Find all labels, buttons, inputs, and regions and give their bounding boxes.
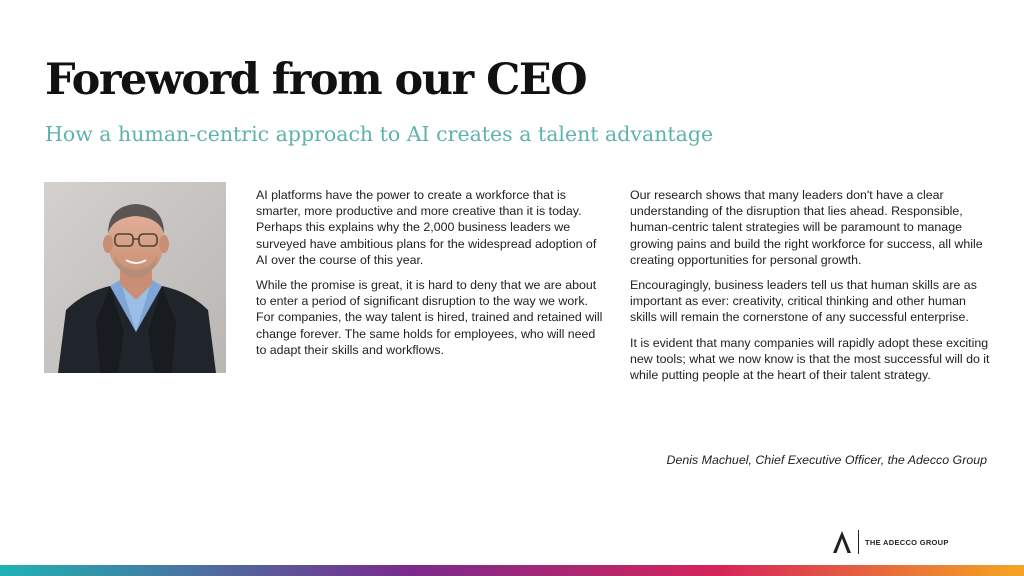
paragraph: Our research shows that many leaders don't have a clear understanding of the disruption that lies ahead. Responsible, human-centric talent strategies will be paramount to manage growing pains and build the right workforce for success, all while creating opportunities for personal growth.	[630, 188, 983, 267]
adecco-logo	[832, 529, 949, 555]
brand-gradient-bar	[0, 565, 1024, 576]
paragraph: While the promise is great, it is hard to deny that we are about to enter a period of significant disruption to the way we work. For companies, the way talent is hired, trained and retained will change forever. The same holds for employees, who will need to adapt their skills and workflows.	[256, 278, 603, 357]
logo-divider	[858, 530, 859, 554]
paragraph: Encouragingly, business leaders tell us that human skills are as important as ever: creativity, critical thinking and other human skills will remain the cornerstone of any successful enterprise.	[630, 278, 977, 325]
page-subtitle: How a human-centric approach to AI creates a talent advantage	[45, 122, 714, 146]
adecco-a-icon	[832, 530, 852, 554]
paragraph: It is evident that many companies will rapidly adopt these exciting new tools; what we now know is that the most successful will do it while putting people at the heart of their talent strategy.	[630, 335, 990, 383]
paragraph: AI platforms have the power to create a workforce that is smarter, more productive and more creative than it is today. Perhaps this explains why the 2,000 business leaders we surveyed have ambitious plans for the widespread adoption of AI over the course of this year.	[256, 188, 597, 267]
ceo-portrait	[44, 182, 226, 373]
logo-wordmark: THE ADECCO GROUP	[865, 537, 949, 547]
body-column-left	[256, 187, 606, 367]
body-column-right	[630, 187, 996, 392]
ceo-signature: Denis Machuel, Chief Executive Officer, the Adecco Group	[666, 453, 987, 467]
ceo-portrait-illustration	[44, 182, 226, 373]
page-title: Foreword from our CEO	[45, 55, 587, 105]
